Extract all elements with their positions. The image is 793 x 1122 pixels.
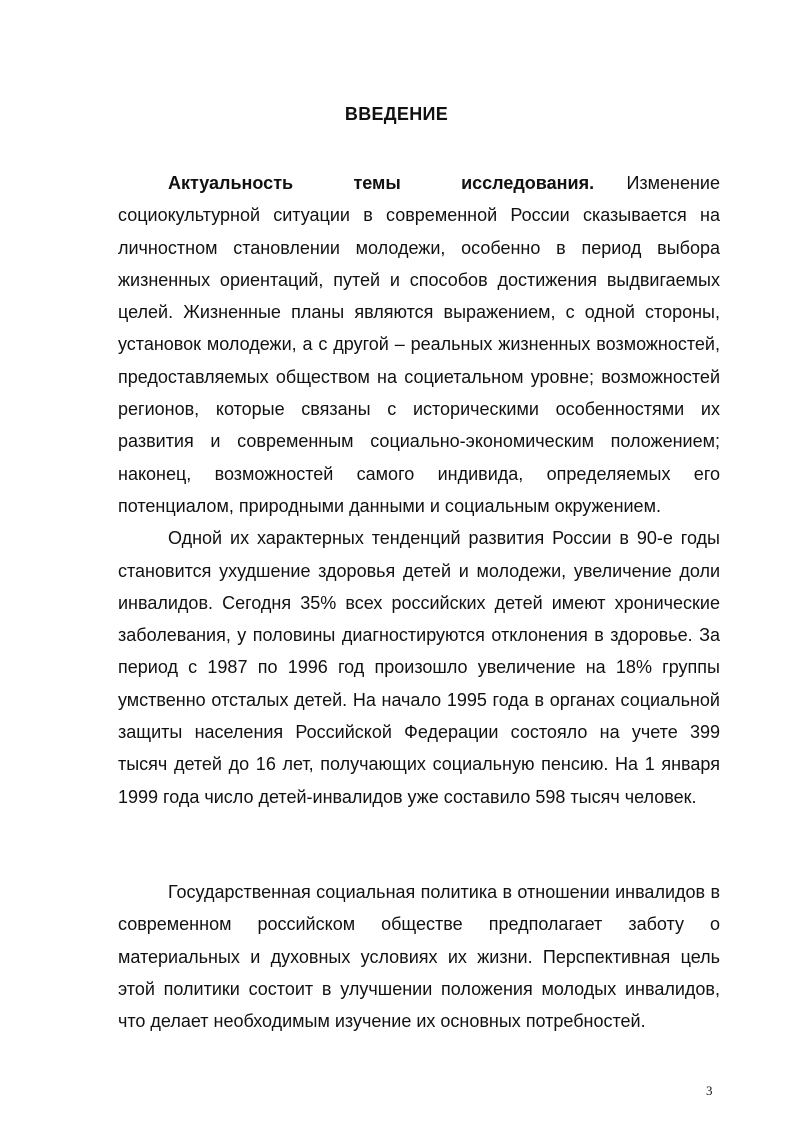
paragraph-3: Государственная социальная политика в отношении инвалидов в современном российском обществе предполагает заботу о материальных и духовных условиях их жизни. Перспективная цель этой политики состоит в улучшении положения молодых инвалидов, что делает необходимым изучение их основных потребностей.: [118, 882, 720, 1032]
paragraph-1-text: Изменение социокультурной ситуации в современной России сказывается на личностном становлении молодежи, особенно в период выбора жизненных ориентаций, путей и способов достижения выдвигаемых целей. Жизненные планы являются выражением, с одной стороны, установок молодежи, а с другой – реальных жизненных возможностей, предоставляемых обществом на социетальном уровне; возможностей регионов, которые связаны с историческими особенностями их развития и современным социально-экономическим положением; наконец, возможностей самого индивида, определяемых его потенциалом, природными данными и социальным окружением.: [118, 173, 720, 516]
page-number: 3: [706, 1083, 713, 1098]
body-text-part-2: [118, 876, 720, 1037]
paragraph-2: Одной их характерных тенденций развития России в 90-е годы становится ухудшение здоровья детей и молодежи, увеличение доли инвалидов. Сегодня 35% всех российских детей имеют хронические заболевания, у половины диагностируются отклонения в здоровье. За период с 1987 по 1996 год произошло увеличение на 18% группы умственно отсталых детей. На начало 1995 года в органах социальной защиты населения Российской Федерации состояло на учете 399 тысяч детей до 16 лет, получающих социальную пенсию. На 1 января 1999 года число детей-инвалидов уже составило 598 тысяч человек.: [118, 528, 720, 807]
section-heading: ВВЕДЕНИЕ: [344, 104, 449, 124]
paragraph-1: [118, 167, 720, 522]
body-text-part-1: [118, 167, 720, 813]
paragraph-1-lead: Актуальность темы исследования.: [168, 173, 595, 193]
